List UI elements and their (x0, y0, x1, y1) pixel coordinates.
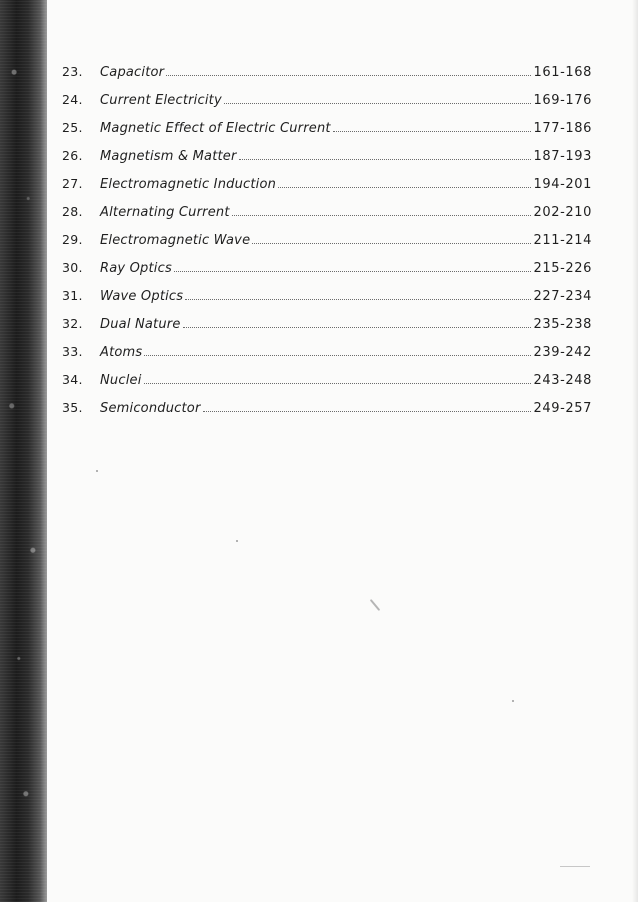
dot-leader (252, 242, 531, 244)
dot-leader (174, 270, 532, 272)
toc-entry-number: 29. (62, 232, 83, 247)
dot-leader (203, 410, 532, 412)
toc-entry-number: 31. (62, 288, 83, 303)
toc-entry-pages: 235-238 (533, 317, 592, 332)
toc-entry (62, 372, 592, 400)
toc-entry (62, 260, 592, 288)
toc-entry-title: Semiconductor (100, 401, 201, 416)
toc-entry (62, 120, 592, 148)
toc-entry (62, 204, 592, 232)
toc-entry-title: Magnetism & Matter (100, 149, 237, 164)
toc-entry (62, 232, 592, 260)
toc-entry-title: Electromagnetic Induction (100, 177, 277, 192)
toc-entry (62, 316, 592, 344)
scan-speck (560, 866, 590, 867)
toc-entry-title: Capacitor (100, 65, 165, 80)
toc-entry (62, 176, 592, 204)
dot-leader (278, 186, 531, 188)
toc-entry-number: 30. (62, 260, 83, 275)
dot-leader (185, 298, 531, 300)
toc-entry (62, 288, 592, 316)
toc-entry-pages: 177-186 (533, 121, 592, 136)
toc-entry-title: Atoms (100, 345, 143, 360)
toc-entry-title: Current Electricity (100, 93, 222, 108)
toc-entry-pages: 215-226 (533, 261, 592, 276)
toc-entry-title: Alternating Current (100, 205, 230, 220)
toc-entry-title: Electromagnetic Wave (100, 233, 251, 248)
dot-leader (144, 382, 532, 384)
toc-entry-pages: 211-214 (533, 233, 592, 248)
toc-entry-pages: 187-193 (533, 149, 592, 164)
toc-entry-pages: 227-234 (533, 289, 592, 304)
binding-strip (0, 0, 47, 902)
toc-entry-title: Wave Optics (100, 289, 184, 304)
toc-entry (62, 92, 592, 120)
table-of-contents (62, 64, 592, 428)
toc-entry-number: 25. (62, 120, 83, 135)
toc-entry (62, 400, 592, 428)
scan-speck (96, 470, 98, 472)
toc-entry-number: 34. (62, 372, 83, 387)
scan-speck (512, 700, 514, 702)
toc-entry-title: Nuclei (100, 373, 142, 388)
scan-speck (370, 599, 381, 611)
toc-entry-pages: 161-168 (533, 65, 592, 80)
scan-speck (236, 540, 238, 542)
toc-entry-pages: 239-242 (533, 345, 592, 360)
toc-entry-number: 32. (62, 316, 83, 331)
toc-entry-number: 35. (62, 400, 83, 415)
dot-leader (183, 326, 532, 328)
toc-entry-title: Magnetic Effect of Electric Current (100, 121, 331, 136)
dot-leader (239, 158, 532, 160)
dot-leader (144, 354, 531, 356)
toc-entry-number: 23. (62, 64, 83, 79)
toc-entry-title: Ray Optics (100, 261, 172, 276)
dot-leader (333, 130, 532, 132)
toc-entry-pages: 243-248 (533, 373, 592, 388)
toc-entry-pages: 202-210 (533, 205, 592, 220)
toc-entry-number: 28. (62, 204, 83, 219)
toc-entry-title: Dual Nature (100, 317, 181, 332)
toc-entry (62, 64, 592, 92)
toc-entry-number: 24. (62, 92, 83, 107)
toc-entry-pages: 194-201 (533, 177, 592, 192)
toc-entry-pages: 169-176 (533, 93, 592, 108)
scan-edge-shadow (632, 0, 638, 902)
dot-leader (166, 74, 531, 76)
toc-entry (62, 344, 592, 372)
toc-entry-number: 33. (62, 344, 83, 359)
toc-entry-number: 26. (62, 148, 83, 163)
toc-entry-pages: 249-257 (533, 401, 592, 416)
toc-entry (62, 148, 592, 176)
dot-leader (224, 102, 532, 104)
dot-leader (232, 214, 532, 216)
toc-entry-number: 27. (62, 176, 83, 191)
